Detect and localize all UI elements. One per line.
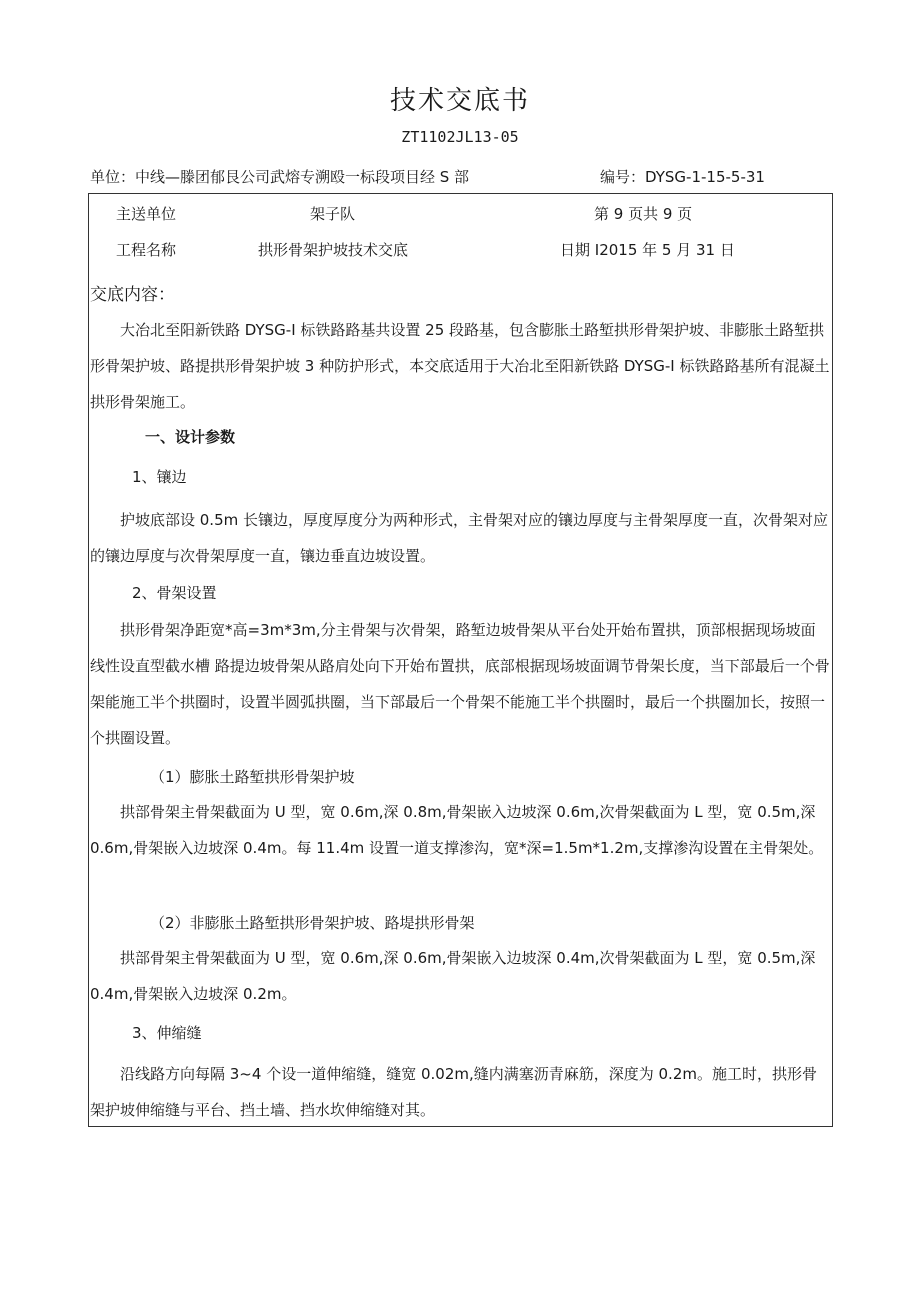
section-design-params: 一、设计参数 xyxy=(145,428,236,446)
project-value: 拱形骨架护坡技术交底 xyxy=(258,241,409,259)
document-title: 技术交底书 xyxy=(389,86,530,116)
unit-line: 单位：中线—滕团郁艮公司武熔专溯殴一标段项目经 S 部 xyxy=(90,168,470,186)
intro-paragraph: 大冶北至阳新铁路 DYSG-I 标铁路路基共设置 25 段路基，包含膨胀土路堑拱形骨架护坡、非膨胀土路堑拱形骨架护坡、路提拱形骨架护坡 3 种防护形式，本交底适用于大冶北至阳新铁路 DYSG-I 标铁路路基所有混凝土拱形骨架施工。 xyxy=(90,321,830,411)
project-label: 工程名称 xyxy=(116,241,177,259)
subsection-expansion-joint: 3、伸缩缝 xyxy=(132,1024,202,1042)
frame-setup-paragraph: 拱形骨架净距宽*高=3m*3m,分主骨架与次骨架，路堑边坡骨架从平台处开始布置拱，顶部根据现场坡面线性设直型截水槽 路提边坡骨架从路肩处向下开始布置拱，底部根据现场坡面调节骨架长度，当下部最后一个骨架能施工半个拱圈时，设置半圆弧拱圈，当下部最后一个骨架不能施工半个拱圈时，最后一个拱圈加长，按照一个拱圈设置。 xyxy=(90,621,830,747)
main-unit-value: 架子队 xyxy=(310,205,356,223)
subsection-expansive-soil: （1）膨胀土路堑拱形骨架护坡 xyxy=(150,768,355,786)
document-number: ZT1102JL13-05 xyxy=(401,128,519,146)
non-expansive-soil-paragraph: 拱部骨架主骨架截面为 U 型，宽 0.6m,深 0.6m,骨架嵌入边坡深 0.4m,次骨架截面为 L 型，宽 0.5m,深 0.4m,骨架嵌入边坡深 0.2m。 xyxy=(90,949,816,1003)
subsection-frame-setup: 2、骨架设置 xyxy=(132,584,217,602)
edging-paragraph: 护坡底部设 0.5m 长镶边，厚度厚度分为两种形式，主骨架对应的镶边厚度与主骨架厚度一直，次骨架对应的镶边厚度与次骨架厚度一直，镶边垂直边坡设置。 xyxy=(90,511,829,565)
main-unit-label: 主送单位 xyxy=(116,205,177,223)
expansive-soil-paragraph: 拱部骨架主骨架截面为 U 型，宽 0.6m,深 0.8m,骨架嵌入边坡深 0.6m,次骨架截面为 L 型，宽 0.5m,深 0.6m,骨架嵌入边坡深 0.4m。每 11.4m 设置一道支撑渗沟，宽*深=1.5m*1.2m,支撑渗沟设置在主骨架处。 xyxy=(90,803,824,857)
expansion-joint-paragraph: 沿线路方向每隔 3~4 个设一道伸缩缝，缝宽 0.02m,缝内满塞沥青麻筋，深度为 0.2m。施工时，拱形骨架护坡伸缩缝与平台、挡土墙、挡水坎伸缩缝对其。 xyxy=(90,1065,817,1119)
subsection-edging: 1、镶边 xyxy=(132,468,187,486)
page-info: 第 9 页共 9 页 xyxy=(594,205,693,223)
content-heading: 交底内容： xyxy=(90,285,175,305)
subsection-non-expansive-soil: （2）非膨胀土路堑拱形骨架护坡、路堤拱形骨架 xyxy=(150,914,475,932)
code-line: 编号：DYSG-1-15-5-31 xyxy=(600,168,765,186)
date-text: 日期 I2015 年 5 月 31 日 xyxy=(560,241,735,259)
